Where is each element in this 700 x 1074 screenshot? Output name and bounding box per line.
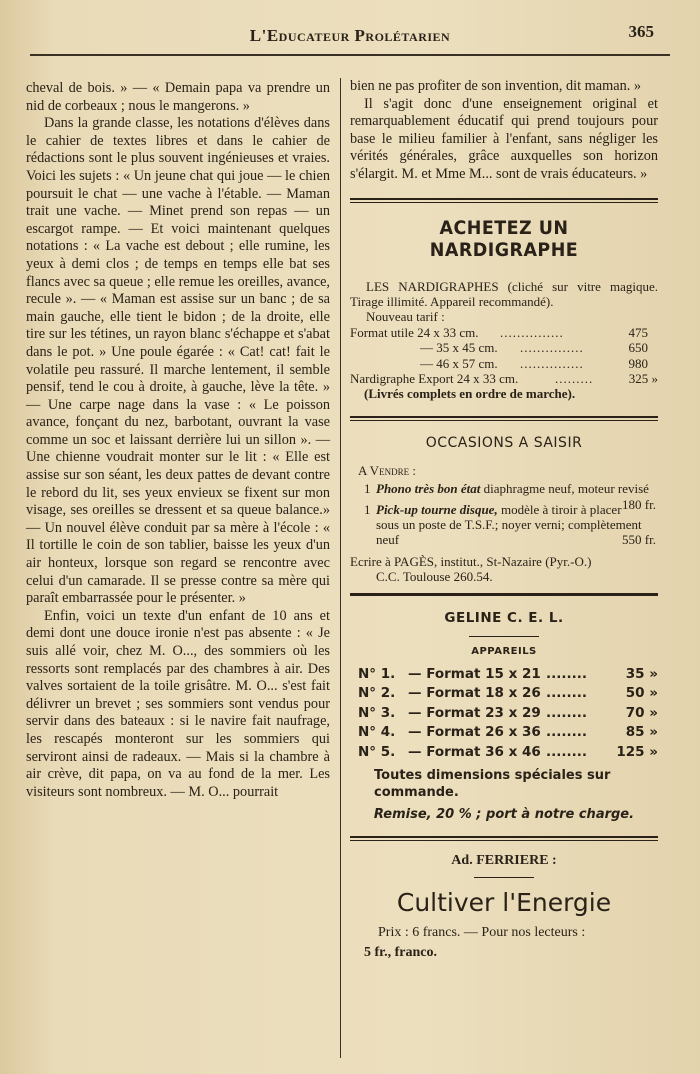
book-title: Cultiver l'Energie (396, 888, 612, 918)
occasions-ad (350, 435, 658, 585)
item-title: Phono très bon état (376, 481, 481, 497)
price-label: — 46 x 57 cm. (420, 355, 498, 371)
ad-title: Ad. FERRIERE : (451, 853, 557, 869)
geline-dots: ........ (546, 724, 588, 741)
price-line: Prix : 6 francs. — Pour nos lecteurs : (378, 925, 586, 941)
price-value: 475 (628, 324, 648, 340)
geline-price: 125 » (616, 743, 658, 760)
geline-dots: ........ (546, 685, 588, 702)
item-price: 550 fr. (622, 532, 656, 548)
price-dots: ............... (520, 355, 584, 371)
geline-num: N° 2. (358, 685, 396, 702)
divider-rule (350, 593, 658, 596)
ad-note: (Livrés complets en ordre de marche). (364, 386, 576, 402)
price-dots: ............... (500, 324, 564, 340)
left-column (26, 80, 330, 801)
ad-title: OCCASIONS A SAISIR (425, 434, 583, 451)
geline-num: N° 4. (358, 724, 396, 741)
paragraph: Il s'agit donc d'une enseignement original et remarquablement éducatif qui prend toujours pour base le milieu familier à l'enfant, sans négliger les vérités générales, grâce auxquelles son horizon s'élargit. M. et Mme M... sont de vrais éducateurs. » (350, 95, 658, 182)
price-row (350, 325, 658, 340)
geline-price: 85 » (625, 724, 658, 741)
geline-row (350, 685, 658, 705)
journal-title: L'Educateur Prolétarien (249, 26, 451, 45)
price-row (350, 356, 658, 371)
geline-dots: ........ (546, 704, 588, 721)
page-number: 365 (628, 22, 654, 41)
ad-note: Toutes dimensions spéciales sur commande. (374, 768, 611, 801)
short-rule (474, 877, 534, 878)
paragraph: cheval de bois. » — « Demain papa va prendre un nid de corbeaux ; nous le mangerons. » (26, 80, 330, 114)
price-table (350, 325, 658, 387)
paragraph: bien ne pas profiter de son invention, dit maman. » (350, 78, 642, 94)
geline-num: N° 1. (358, 665, 396, 682)
item-price: 180 fr. (622, 496, 656, 512)
price-label: Format utile 24 x 33 cm. (350, 324, 479, 340)
paragraph: Dans la grande classe, les notations d'élèves dans le cahier de textes libres et dans le cahier de rédactions sont le plus souvent ingénieuses et vraies. Voici les sujets : « Un jeune chat qui joue — le chien poursuit le chat — une vache à l'étable. — Maman trait une vache. — Minet prend son repas — un escargot rampe. — Et voici maintenant quelques notations : « La vache est debout ; elle rumine, les yeux à demi clos ; de temps en temps elle bat ses flancs avec sa queue ; elle remue les oreilles, avance, recule ». — « Maman est assise sur un banc ; de sa main gauche, elle tient le bidon ; de la droite, elle tire sur les tétines, un rayon blanc s'échappe et s'abat dans le pot. » Une poule égarée : « Cat! cat! fait le volatile peu rassuré. Il marche lentement, il semble pensif, tend le cou à droite, à gauche, lève la tête. » — Une carpe nage dans la vase : « Le poisson avance, fonçant du nez, barbotant, ouvrant la vase comme un soc et laissant derrière lui un sillon ». — Une chienne voudrait monter sur le lit : « Elle est assise sur son séant, les deux pattes de devant contre le rebord du lit, ses yeux envieux se fixent sur mon visage, ses oreilles se dressent et sa queue balance.» — Un nouvel élève conduit par sa mère à l'école : « Il tortille le coin de son tablier, baisse les yeux d'un air honteux, lorsque son regard se rencontre avec celui d'un camarade. Il se presse contre sa mère qui paraît embarrassée pour le présenter. » (26, 115, 330, 607)
geline-price: 35 » (625, 665, 658, 682)
geline-format: — Format 15 x 21 (408, 665, 541, 682)
ad-intro-rest: (cliché sur vitre magique. Tirage illimité. Appareil recommandé). (350, 278, 658, 309)
item-title: Pick-up tourne disque, (376, 501, 498, 517)
ad-cc: C.C. Toulouse 260.54. (376, 569, 493, 585)
geline-num: N° 3. (358, 704, 396, 721)
item-marker: 1 (364, 481, 371, 497)
geline-table (350, 666, 658, 764)
price-value: 980 (628, 355, 648, 371)
nardigraphe-ad (350, 217, 658, 402)
divider-rule (350, 198, 658, 203)
geline-format: — Format 18 x 26 (408, 685, 541, 702)
ad-remise: Remise, 20 % ; port à notre charge. (373, 807, 635, 823)
ad-intro-bold: LES NARDIGRAPHES (366, 278, 499, 294)
item-desc: diaphragme neuf, moteur revisé (483, 481, 649, 497)
geline-dots: ........ (546, 665, 588, 682)
paragraph: Enfin, voici un texte d'un enfant de 10 ans et demi dont une douce ironie n'est pas absente : « Je suis allé voir, chez M. O..., des sommiers où les ressorts sont remplacés par des chambres à air. Des valves sortaient de la toile grisâtre. M. O... s'est fait délivrer un brevet ; ses sommiers sont vendus pour servir dans des bateaux : si le navire fait naufrage, les rescapés monteront sur les sommiers qui serviront ainsi de radeaux. — Mais si la chambre à air crève, dit papa, on va au fond de la mer. Les visiteurs sont nombreux. — M. O... pourrait (26, 607, 330, 800)
geline-ad (350, 610, 658, 823)
geline-price: 70 » (625, 704, 658, 721)
price-value: 650 (628, 340, 648, 356)
geline-format: — Format 36 x 46 (408, 743, 541, 760)
article-end (350, 78, 658, 184)
item-marker: 1 (364, 501, 371, 517)
reader-price: 5 fr., franco. (364, 944, 437, 960)
price-label: — 35 x 45 cm. (420, 340, 498, 356)
geline-row (350, 666, 658, 686)
geline-row (350, 705, 658, 725)
price-label: Nardigraphe Export 24 x 33 cm. (350, 370, 519, 386)
price-dots: ......... (555, 370, 594, 386)
price-row (350, 340, 658, 355)
ad-contact: Ecrire à PAGÈS, institut., St-Nazaire (Pyr.-O.) (350, 553, 592, 569)
geline-row (350, 724, 658, 744)
ferriere-ad (350, 853, 658, 960)
ad-vendre: A Vendre : (358, 462, 416, 478)
column-divider (340, 78, 341, 1058)
geline-dots: ........ (546, 743, 588, 760)
divider-rule (350, 416, 658, 421)
price-value: 325 » (628, 370, 658, 386)
sale-item (350, 502, 658, 548)
ad-subtitle: APPAREILS (471, 645, 537, 657)
ad-intro (350, 279, 658, 310)
geline-row (350, 744, 658, 764)
ad-title: GELINE C. E. L. (444, 609, 564, 626)
geline-format: — Format 23 x 29 (408, 704, 541, 721)
page-header (30, 18, 670, 56)
short-rule (469, 636, 539, 637)
right-column (350, 78, 658, 960)
ad-tarif: Nouveau tarif : (366, 309, 445, 325)
price-dots: ............... (520, 340, 584, 356)
geline-price: 50 » (625, 685, 658, 702)
geline-format: — Format 26 x 36 (408, 724, 541, 741)
geline-num: N° 5. (358, 743, 396, 760)
divider-rule (350, 836, 658, 841)
item-desc: modèle à tiroir à placer sous un poste de T.S.F.; noyer verni; complètement neuf (376, 501, 642, 548)
price-row (350, 371, 658, 386)
ad-title: ACHETEZ UN NARDIGRAPHE (429, 216, 579, 261)
